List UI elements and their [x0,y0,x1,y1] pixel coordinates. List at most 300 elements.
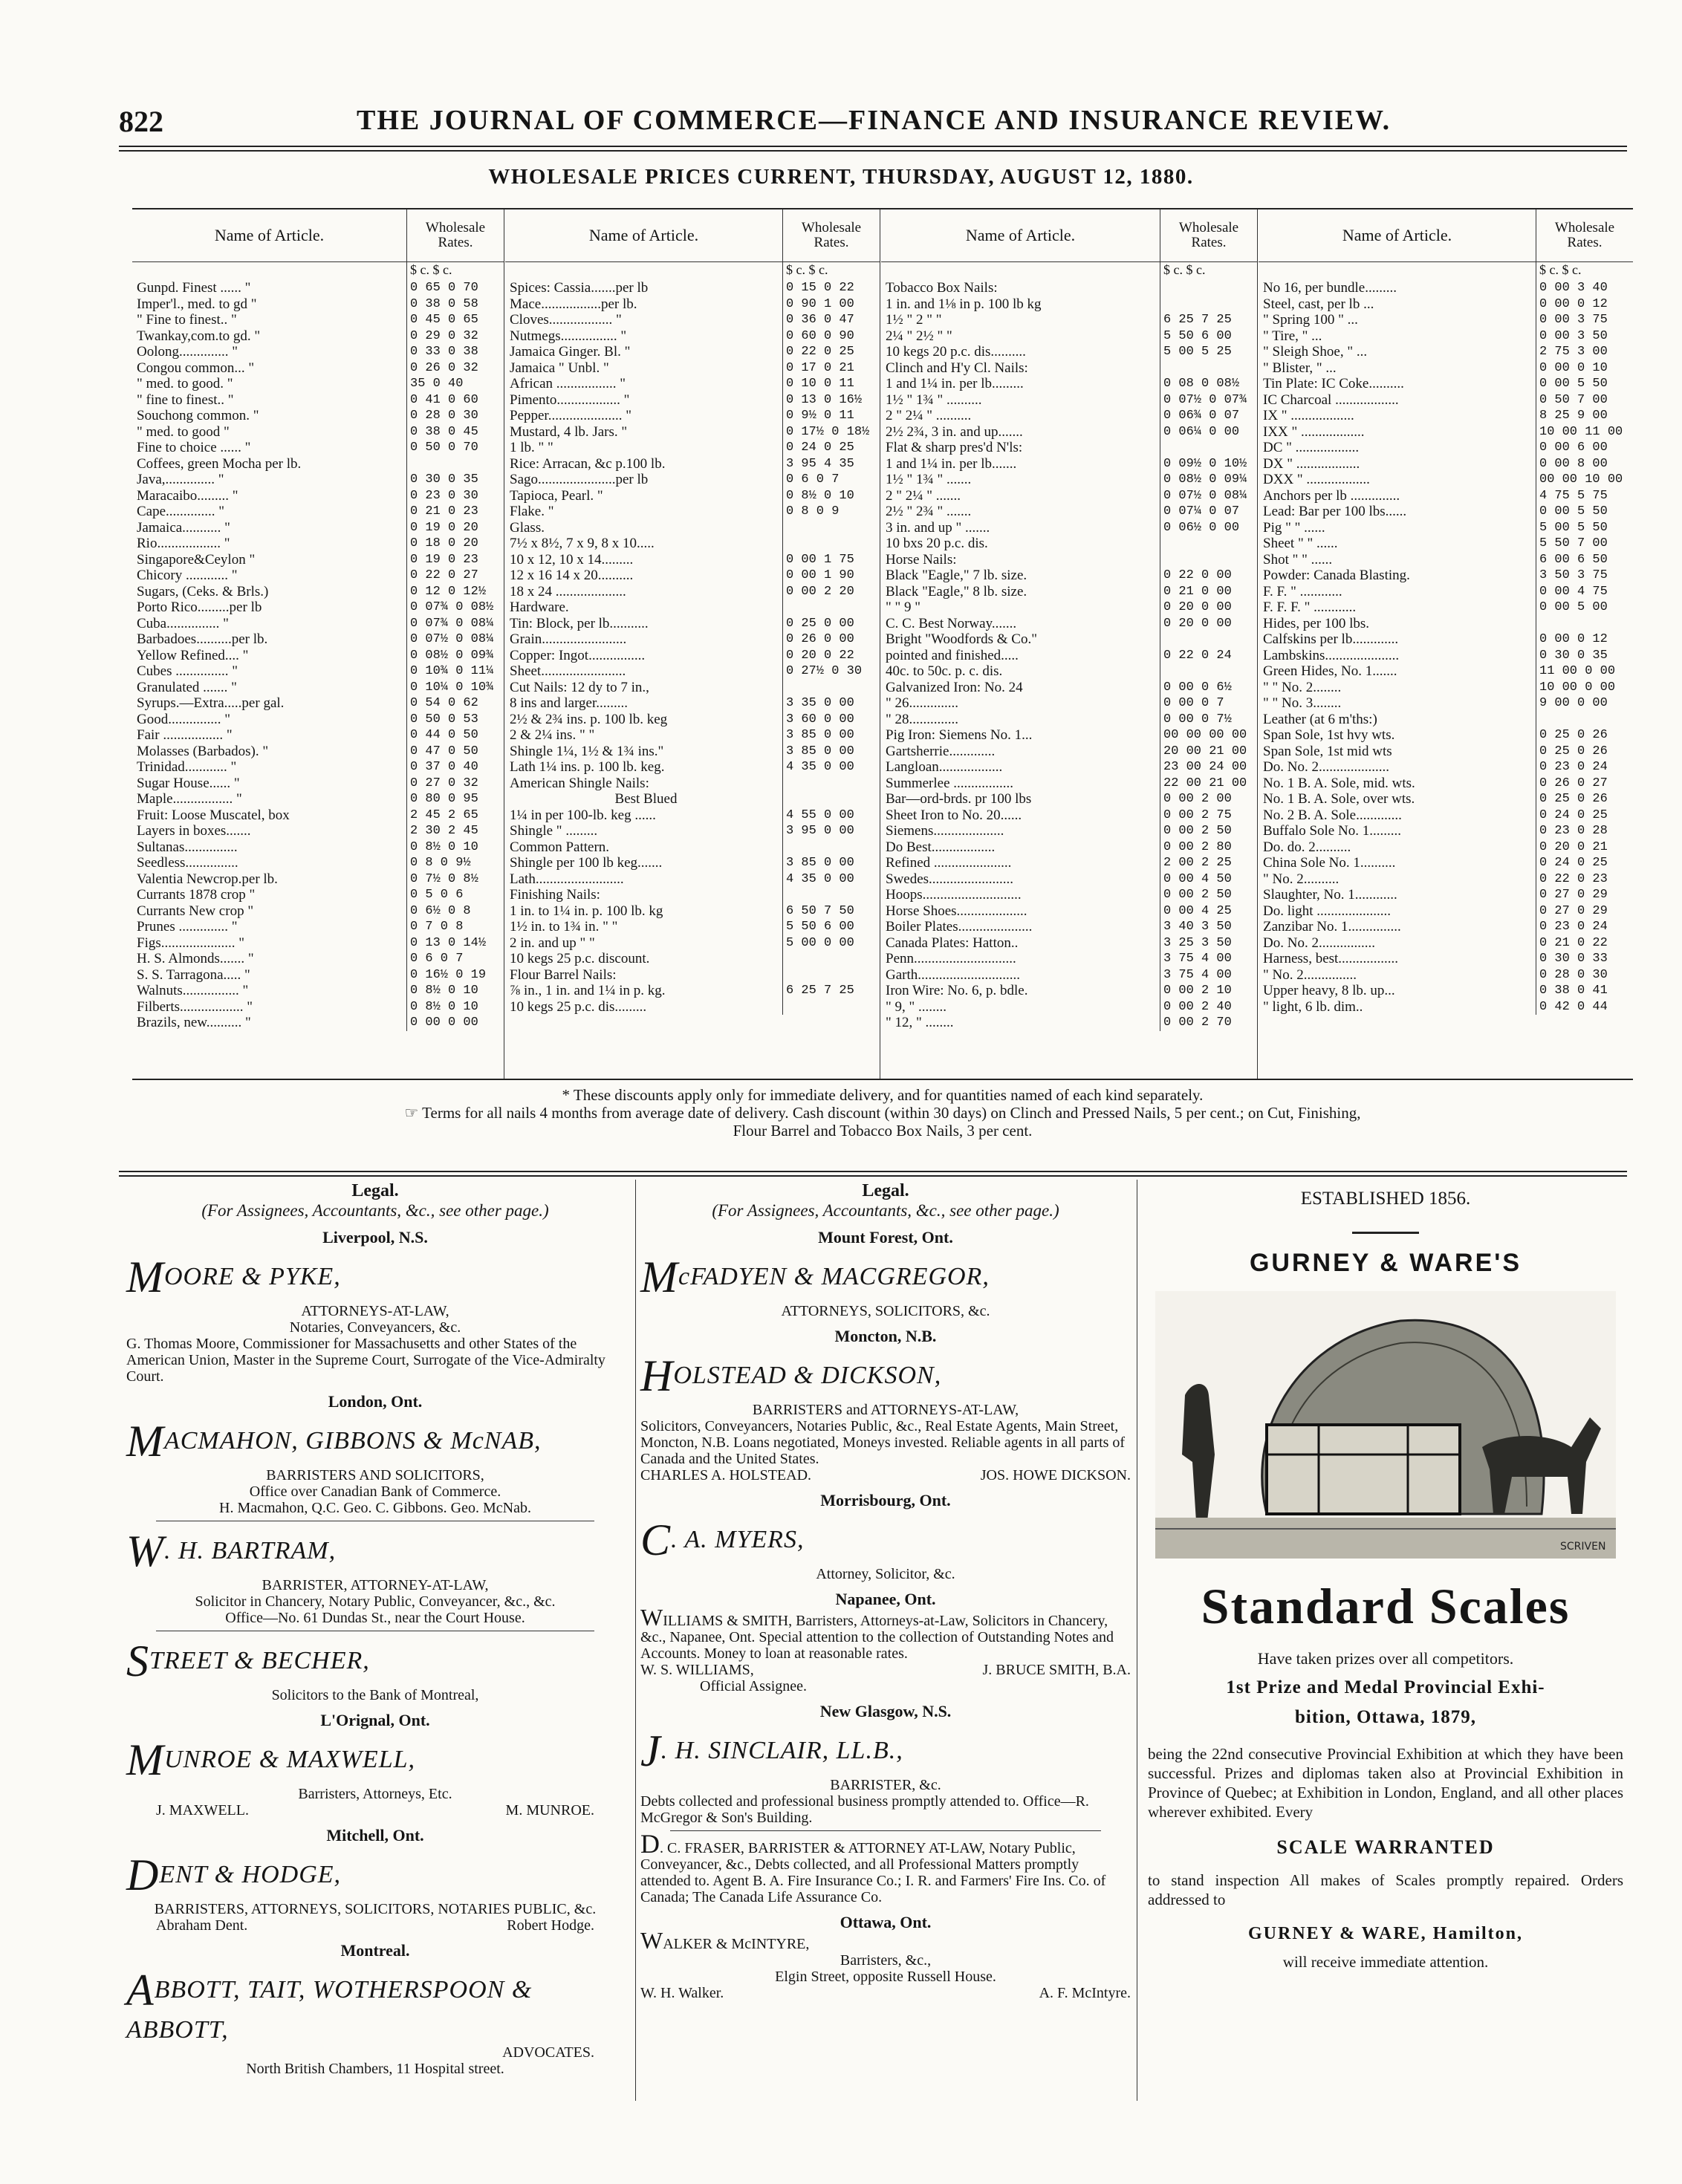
wholesale-rate: 0 00 3 75 [1536,312,1633,328]
article-name: Currants New crop " [137,903,254,919]
article-name: 1½ " 1¾ " .......... [886,391,982,408]
article-name: Rio.................. " [137,536,230,551]
article-name: Coffees, green Mocha per lb. [137,455,302,472]
price-row [505,344,880,360]
price-row [505,759,880,776]
wholesale-rate: 0 00 5 50 [1536,376,1633,392]
price-row [1259,791,1633,807]
article-name: No 16, per bundle......... [1263,280,1397,296]
article-name: Boiler Plates..................... [886,919,1033,935]
firm-text: Solicitors, Conveyancers, Notaries Public, &c., Real Estate Agents, Main Street, Moncton, N.B. Loans negotiated, Moneys invested. Reliable agents in all parts of Canada and the United States. [640,1418,1126,1467]
article-name: Granulated ....... " [137,679,237,695]
article-name: No. 1 B. A. Sole, mid. wts. [1263,775,1415,791]
wholesale-rate: 0 41 0 60 [406,392,504,409]
wholesale-rate: 6 50 7 50 [782,903,880,920]
firm-line: Elgin Street, opposite Russell House. [775,1969,996,1985]
price-row [132,456,504,472]
wholesale-rate: 0 30 0 35 [1536,648,1633,664]
medal-line: 1st Prize and Medal Provincial Exhi- [1226,1677,1545,1697]
price-row [132,839,504,856]
wholesale-rate: 0 00 2 70 [1160,1015,1257,1031]
wholesale-rate: 0 42 0 44 [1536,999,1633,1015]
firm-partners: W. S. WILLIAMS, J. BRUCE SMITH, B.A. [640,1662,1131,1678]
wholesale-rate: 6 25 7 25 [1160,312,1257,328]
price-row [505,520,880,536]
price-row [881,408,1257,424]
price-row [1259,951,1633,967]
wholesale-rate: 0 00 0 00 [406,1015,504,1031]
article-name: Fair ................. " [137,727,233,743]
wholesale-rate: 0 08 0 08½ [1160,376,1257,392]
note-line: ☞ Terms for all nails 4 months from average date of delivery. Cash discount (within 30 days) on Clinch and Pressed Nails, 5 per cent.; on Cut, Finishing, [404,1104,1361,1122]
article-name: 1 in. and 1⅛ in p. 100 lb kg [886,296,1042,312]
article-name: Brazils, new.......... " [137,1015,251,1030]
wholesale-rate: 0 00 0 6½ [1160,680,1257,696]
article-name: Maracaibo......... " [137,487,238,504]
firm-line: Solicitor in Chancery, Notary Public, Conveyancer, &c., &c. [195,1593,556,1610]
price-row [1259,599,1633,616]
article-name: " Spring 100 " ... [1263,312,1358,328]
wholesale-rate [1160,631,1257,648]
wholesale-rate: 0 22 0 25 [782,344,880,360]
price-row [132,280,504,296]
wholesale-rate: 0 45 0 65 [406,312,504,328]
price-row [881,823,1257,839]
price-row [505,855,880,871]
article-name: 2 & 2¼ ins. " " [510,727,595,743]
hay-scale-engraving [1155,1291,1616,1559]
price-row [132,823,504,839]
price-row [1259,552,1633,568]
article-name: Yellow Refined.... " [137,647,249,663]
place-heading: Mitchell, Ont. [326,1826,424,1845]
price-row [1259,280,1633,296]
price-row [505,727,880,744]
wholesale-rate [1160,360,1257,377]
wholesale-rate: 3 40 3 50 [1160,919,1257,935]
price-row [132,344,504,360]
article-name: Nutmegs................ " [510,328,627,344]
article-name: Pig " " ...... [1263,519,1325,536]
price-row [132,296,504,313]
article-name: Steel, cast, per lb ... [1263,296,1374,312]
article-name: 2¼ " 2½ " " [886,328,952,344]
place-heading: Morrisbourg, Ont. [820,1491,951,1509]
price-row [505,791,880,807]
wholesale-rate: 0 06½ 0 00 [1160,520,1257,536]
price-row [881,967,1257,984]
article-name: Span Sole, 1st hvy wts. [1263,727,1395,743]
price-row [505,280,880,296]
wholesale-rate: 0 21 0 23 [406,504,504,520]
wholesale-rate: 0 07¾ 0 08½ [406,599,504,616]
article-name: " 26.............. [886,695,959,711]
price-row [1259,983,1633,999]
wholesale-rate: 3 75 4 00 [1160,967,1257,984]
wholesale-rate: 0 7½ 0 8½ [406,871,504,888]
article-name: Tapioca, Pearl. " [510,487,603,504]
price-row [1259,440,1633,456]
article-name: 1¼ in per 100-lb. keg ...... [510,807,656,823]
price-row [881,695,1257,712]
price-row [132,376,504,392]
price-row [132,744,504,760]
wholesale-rate [1160,536,1257,552]
legal-note: (For Assignees, Accountants, &c., see other page.) [201,1201,549,1220]
header-rule [119,146,1627,147]
firm-line: BARRISTERS AND SOLICITORS, [266,1467,484,1483]
wholesale-rate: 0 23 0 30 [406,488,504,504]
price-row [505,568,880,584]
wholesale-rate: 0 26 0 27 [1536,776,1633,792]
price-row [505,599,880,616]
wholesale-rate [782,887,880,903]
price-row [881,472,1257,488]
price-row [1259,360,1633,377]
price-row [881,424,1257,441]
wholesale-rate: 3 25 3 50 [1160,935,1257,952]
article-name: Span Sole, 1st mid wts [1263,743,1392,759]
wholesale-rate: 0 20 0 21 [1536,839,1633,856]
price-row [881,504,1257,520]
legal-ads-left [126,1181,624,2077]
wholesale-rate: 0 60 0 90 [782,328,880,345]
article-name: 2 " 2¼ " ....... [886,487,961,504]
warranted-line: SCALE WARRANTED [1276,1836,1495,1858]
article-name: 12 x 16 14 x 20.......... [510,568,634,583]
price-row [132,712,504,728]
wholesale-rate: 3 95 4 35 [782,456,880,472]
wholesale-rate: 0 90 1 00 [782,296,880,313]
wholesale-rate: 11 00 0 00 [1536,663,1633,680]
article-name: 2½ 2¾, 3 in. and up....... [886,423,1023,440]
address-line: GURNEY & WARE, Hamilton, [1247,1924,1524,1943]
price-row [1259,744,1633,760]
firm-line: Barristers, Attorneys, Etc. [298,1786,452,1802]
firm-line: Office over Canadian Bank of Commerce. [249,1483,501,1500]
price-row [1259,488,1633,504]
price-row [1259,839,1633,856]
price-row [1259,759,1633,776]
firm-line: H. Macmahon, Q.C. Geo. C. Gibbons. Geo. McNab. [219,1500,531,1516]
article-name: Upper heavy, 8 lb. up... [1263,983,1395,998]
article-name: Shingle 1¼, 1½ & 1¾ ins." [510,743,664,759]
article-name: Tin Plate: IC Coke.......... [1263,376,1404,391]
price-row [132,1015,504,1031]
legal-heading: Legal. [862,1181,909,1200]
article-name: 1 lb. " " [510,440,553,455]
article-name: Grain........................ [510,631,627,647]
wholesale-rate [782,680,880,696]
firm-partners: W. H. Walker. A. F. McIntyre. [640,1985,1131,2001]
article-name: Rice: Arracan, &c p.100 lb. [510,455,666,472]
article-name: Refined ...................... [886,855,1012,871]
wholesale-rate: 0 09½ 0 10½ [1160,456,1257,472]
article-name: Slaughter, No. 1............ [1263,887,1397,903]
firm-name: J. H. SINCLAIR, LL.B., [640,1726,903,1775]
price-row [505,919,880,935]
wholesale-rate: 0 20 0 00 [1160,599,1257,616]
price-row [1259,967,1633,984]
prize-line: Have taken prizes over all competitors. [1257,1649,1514,1668]
wholesale-rate: 20 00 21 00 [1160,744,1257,760]
article-name: DXX " .................. [1263,472,1370,487]
article-name: Lambskins..................... [1263,647,1400,663]
wholesale-rate: 0 36 0 47 [782,312,880,328]
article-name: No. 1 B. A. Sole, over wts. [1263,791,1415,807]
firm-name: ABBOTT, TAIT, WOTHERSPOON & ABBOTT, [126,1966,533,2044]
price-row [881,440,1257,456]
wholesale-rate: 0 06¾ 0 07 [1160,408,1257,424]
price-row [505,488,880,504]
firm-name: C. A. MYERS, [640,1515,805,1564]
note-line: Flour Barrel and Tobacco Box Nails, 3 per cent. [733,1122,1033,1140]
wholesale-rate: 3 60 0 00 [782,712,880,728]
wholesale-rate: 0 00 2 50 [1160,887,1257,903]
price-row [881,791,1257,807]
article-name: Green Hides, No. 1....... [1263,663,1397,679]
wholesale-rate: 5 50 6 00 [782,919,880,935]
wholesale-rate: 0 00 3 40 [1536,280,1633,296]
article-name: Congou common... " [137,360,255,376]
price-row [132,648,504,664]
wholesale-rate: 2 00 2 25 [1160,855,1257,871]
price-row [132,616,504,632]
wholesale-rate: 10 00 11 00 [1536,424,1633,441]
wholesale-rate: 0 21 0 00 [1160,584,1257,600]
article-name: Black "Eagle," 7 lb. size. [886,568,1027,583]
price-row [505,839,880,856]
short-rule [1352,1232,1419,1234]
price-row [881,456,1257,472]
wholesale-rate: 0 13 0 16½ [782,392,880,409]
article-name: 40c. to 50c. p. c. dis. [886,663,1003,679]
engraver-signature: SCRIVEN [1560,1541,1606,1553]
article-name: IC Charcoal .................. [1263,391,1399,408]
price-row [1259,631,1633,648]
wholesale-rate: 0 50 0 53 [406,712,504,728]
firm-partners: CHARLES A. HOLSTEAD. JOS. HOWE DICKSON. [640,1467,1131,1483]
wholesale-rate: 4 55 0 00 [782,807,880,824]
wholesale-rate [782,839,880,856]
price-row [1259,807,1633,824]
wholesale-rate: 0 06¼ 0 00 [1160,424,1257,441]
wholesale-rate [1536,712,1633,728]
price-row [1259,871,1633,888]
article-name: Tin: Block, per lb........... [510,615,649,631]
article-name: 1 and 1¼ in. per lb....... [886,455,1017,472]
wholesale-rate: 0 47 0 50 [406,744,504,760]
price-row [1259,680,1633,696]
article-name: Fine to choice ...... " [137,440,251,455]
price-row [881,392,1257,409]
wholesale-rate: 0 00 0 10 [1536,360,1633,377]
firm-name: HOLSTEAD & DICKSON, [640,1351,942,1400]
wholesale-rate: 0 17½ 0 18½ [782,424,880,441]
price-row [1259,408,1633,424]
article-name: Hoops............................ [886,887,1022,903]
article-name: Cubes ............... " [137,663,238,679]
wholesale-rate: 8 25 9 00 [1536,408,1633,424]
article-name: Currants 1878 crop " [137,887,256,903]
legal-note: (For Assignees, Accountants, &c., see other page.) [712,1201,1059,1220]
article-name: Sugar House...... " [137,775,240,791]
article-name: Galvanized Iron: No. 24 [886,679,1023,695]
price-row [881,776,1257,792]
price-row [1259,456,1633,472]
article-name: 2½ " 2¾ " ....... [886,504,972,519]
firm-text: D. C. FRASER, BARRISTER & ATTORNEY AT-LAW, Notary Public, Conveyancer, &c., Debts collected, and all Professional Matters promptly attended to. Agent B. A. Fire Insurance Co.; I. R. and Farmers' Fire Ins. Co. of Canada; The Canada Life Assurance Co. [640,1829,1106,1905]
firm-name: MUNROE & MAXWELL, [126,1735,416,1784]
firm-line: Notaries, Conveyancers, &c. [289,1319,461,1336]
wholesale-rate: 22 00 21 00 [1160,776,1257,792]
wholesale-rate [1160,440,1257,456]
article-name: Jamaica........... " [137,519,230,536]
wholesale-rate: 0 8½ 0 10 [406,839,504,856]
article-name: 1 and 1¼ in. per lb......... [886,376,1024,391]
wholesale-rate: 0 12 0 12½ [406,584,504,600]
article-name: Pig Iron: Siemens No. 1... [886,727,1033,743]
wholesale-rate: 0 38 0 45 [406,424,504,441]
price-row [505,456,880,472]
article-name: Sheet " " ...... [1263,536,1338,551]
article-name: Horse Nails: [886,551,957,568]
firm-text: WILLIAMS & SMITH, Barristers, Attorneys-at-Law, Solicitors in Chancery, &c., Napanee, Ont. Special attention to the collection of Outstanding Notes and Accounts. Money to loan at reasonable rates. [640,1604,1114,1662]
price-row [881,616,1257,632]
firm-line: ATTORNEYS, SOLICITORS, &c. [781,1303,990,1319]
article-name: Canada Plates: Hatton.. [886,935,1019,951]
wholesale-rate: 0 22 0 23 [1536,871,1633,888]
price-row [132,472,504,488]
wholesale-rate: 0 8½ 0 10 [406,983,504,999]
price-row [881,855,1257,871]
article-name: Bright "Woodfords & Co." [886,631,1037,647]
article-name: pointed and finished..... [886,647,1019,663]
wholesale-rate: 0 23 0 28 [1536,823,1633,839]
article-name: Imper'l., med. to gd " [137,296,257,312]
article-name: 18 x 24 .................... [510,583,626,599]
price-row [505,695,880,712]
price-row [1259,663,1633,680]
rates-header: Wholesale Rates. [406,209,504,261]
wholesale-rate: 0 6½ 0 8 [406,903,504,920]
article-name: Sheet........................ [510,663,626,679]
wholesale-rate: 3 85 0 00 [782,727,880,744]
price-row [132,951,504,967]
wholesale-rate: 0 20 0 00 [1160,616,1257,632]
price-row [505,903,880,920]
firm-name: STREET & BECHER, [126,1637,370,1686]
article-name: " " No. 3........ [1263,695,1342,711]
article-name: Chicory ............ " [137,568,238,583]
article-name: Seedless............... [137,855,238,871]
wholesale-rate: 3 85 0 00 [782,855,880,871]
price-row [881,999,1257,1015]
price-row [881,1015,1257,1031]
price-row [881,648,1257,664]
price-row [1259,887,1633,903]
price-row [132,935,504,952]
wholesale-rate: 0 00 5 00 [1536,599,1633,616]
article-name: 2 in. and up " " [510,935,595,951]
article-name: " Blister, " ... [1263,360,1337,376]
wholesale-rate: 0 8 0 9 [782,504,880,520]
article-name: Java,.............. " [137,472,224,487]
price-row [505,712,880,728]
price-row [881,328,1257,345]
wholesale-rate: 0 19 0 23 [406,552,504,568]
price-column [132,209,504,1079]
article-name: H. S. Almonds....... " [137,951,254,966]
wholesale-rate: 9 00 0 00 [1536,695,1633,712]
price-row [132,568,504,584]
article-name: Horse Shoes.................... [886,903,1027,919]
price-row [505,536,880,552]
medal-line: bition, Ottawa, 1879, [1295,1707,1476,1727]
wholesale-rate: 0 27 0 32 [406,776,504,792]
wholesale-rate: 6 25 7 25 [782,983,880,999]
wholesale-rate: 0 7 0 8 [406,919,504,935]
wholesale-rate: 0 28 0 30 [1536,967,1633,984]
wholesale-rate: 0 24 0 25 [782,440,880,456]
wholesale-rate: 3 95 0 00 [782,823,880,839]
price-row [132,504,504,520]
price-row [505,967,880,984]
price-row [505,392,880,409]
page-number: 822 [119,105,163,138]
article-name: " Sleigh Shoe, " ... [1263,344,1368,360]
wholesale-rate: 0 37 0 40 [406,759,504,776]
wholesale-rate: 6 00 6 50 [1536,552,1633,568]
wholesale-rate: 0 00 4 25 [1160,903,1257,920]
article-name: Powder: Canada Blasting. [1263,568,1410,583]
wholesale-rate: 0 25 0 00 [782,616,880,632]
price-row [505,584,880,600]
firm-line: BARRISTER, &c. [830,1777,941,1793]
article-name: C. C. Best Norway....... [886,615,1017,631]
article-name: 1 in. to 1¼ in. p. 100 lb. kg [510,903,663,919]
price-row [1259,935,1633,952]
article-name: F. F. F. " ............ [1263,599,1357,615]
running-head: THE JOURNAL OF COMMERCE—FINANCE AND INSURANCE REVIEW. [357,105,1392,136]
price-row [505,504,880,520]
wholesale-rate: 0 5 0 6 [406,887,504,903]
wholesale-rate [782,520,880,536]
established-line: ESTABLISHED 1856. [1300,1189,1471,1209]
price-row [1259,584,1633,600]
wholesale-rate: 0 00 0 12 [1536,631,1633,648]
price-row [132,536,504,552]
wholesale-rate: 0 19 0 20 [406,520,504,536]
price-row [505,408,880,424]
article-name: Fruit: Loose Muscatel, box [137,807,290,823]
firm-name: DENT & HODGE, [126,1850,342,1899]
price-row [132,680,504,696]
article-name: IXX " .................. [1263,423,1365,440]
wholesale-rate [1160,280,1257,296]
article-name: Shot " " ...... [1263,551,1333,568]
article-name: Syrups.—Extra.....per gal. [137,695,285,711]
legal-ads-middle [640,1181,1131,2001]
name-header: Name of Article. [214,226,325,244]
rates-header: Wholesale Rates. [1160,209,1257,261]
rates-header: Wholesale Rates. [1536,209,1633,261]
wholesale-rate: 0 50 0 70 [406,440,504,456]
wholesale-rate: 0 16½ 0 19 [406,967,504,984]
headline: Standard Scales [1201,1578,1571,1634]
price-row [505,312,880,328]
price-row [505,999,880,1015]
